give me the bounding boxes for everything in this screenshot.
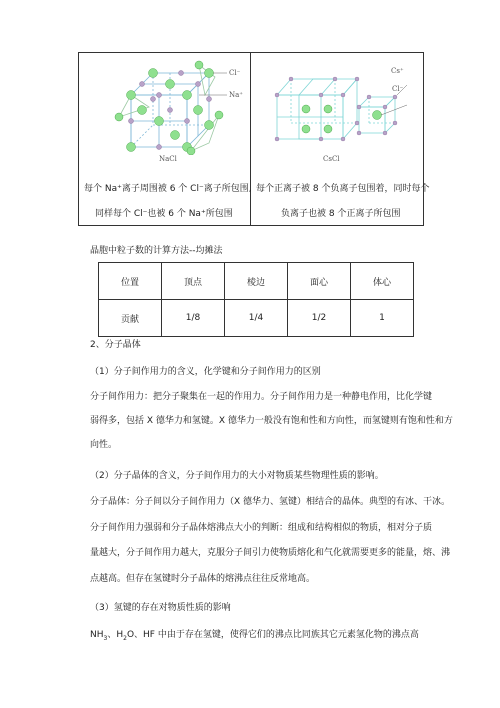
table-cell: 1/4 xyxy=(225,300,288,337)
table-header-cell: 位置 xyxy=(99,263,162,300)
formula-subscript: 3 xyxy=(103,634,108,642)
cscl-cs-label: Cs⁺ xyxy=(391,67,404,75)
nacl-cl-label: Cl⁻ xyxy=(229,69,241,77)
table-cell: 贡献 xyxy=(99,300,162,337)
table-row xyxy=(99,300,414,337)
cscl-cell xyxy=(251,53,430,225)
para2-heading: （2）分子晶体的含义，分子间作用力的大小对物质某些物理性质的影响。 xyxy=(90,471,384,481)
para4-heading: （3）氢键的存在对物质性质的影响 xyxy=(90,603,231,613)
cscl-name: CsCl xyxy=(323,155,340,163)
table-header-cell: 棱边 xyxy=(225,263,288,300)
para1-line-2: 弱得多，包括 X 德华力和氢键。X 德华力一般没有饱和性和方向性，而氢键则有饱和性和方 xyxy=(90,416,453,426)
para4-line xyxy=(90,629,419,645)
nacl-cell xyxy=(79,53,250,225)
table-cell: 1/2 xyxy=(288,300,351,337)
nacl-name: NaCl xyxy=(159,155,177,163)
para1-heading: （1）分子间作用力的含义，化学键和分子间作用力的区别 xyxy=(90,367,321,377)
table-header-cell: 顶点 xyxy=(162,263,225,300)
nacl-na-label: Na⁺ xyxy=(229,91,243,99)
cscl-caption-line1: 每个正离子被 8 个负离子包围着，同时每个 xyxy=(256,184,430,194)
nacl-caption-line1: 每个 Na⁺离子周围被 6 个 Cl⁻离子所包围, xyxy=(84,184,252,194)
formula-subscript: 2 xyxy=(123,634,127,642)
contribution-table xyxy=(98,262,414,337)
para1-line-1: 分子间作用力：把分子聚集在一起的作用力。分子间作用力是一种静电作用，比化学键 xyxy=(90,392,433,402)
section-title: 2、分子晶体 xyxy=(90,340,141,350)
crystal-structure-table xyxy=(78,52,430,226)
formula-separator: 、H xyxy=(107,630,124,640)
para2-line: 分子晶体：分子间以分子间作用力（X 德华力、氢键）相结合的晶体。典型的有冰、干冰。 xyxy=(90,497,451,507)
table-header-cell: 体心 xyxy=(351,263,414,300)
para3-line-1: 分子间作用力强弱和分子晶体熔沸点大小的判断：组成和结构相似的物质，相对分子质 xyxy=(90,523,433,533)
para4-line-text: O、HF 中由于存在氢键，使得它们的沸点比同族其它元素氢化物的沸点高 xyxy=(126,630,419,640)
para3-line-2: 量越大，分子间作用力越大，克服分子间引力使物质熔化和气化就需要更多的能量，熔、沸 xyxy=(90,548,451,558)
table-cell: 1/8 xyxy=(162,300,225,337)
para3-line-3: 点越高。但存在氢键时分子晶体的熔沸点往往反常地高。 xyxy=(90,574,316,584)
table-header-cell: 面心 xyxy=(288,263,351,300)
para1-line-3: 向性。 xyxy=(90,440,118,450)
cscl-caption-line2: 负离子也被 8 个正离子所包围 xyxy=(281,209,401,219)
table-row xyxy=(99,263,414,300)
formula-nh: NH xyxy=(90,630,104,640)
table-cell: 1 xyxy=(351,300,414,337)
nacl-caption-line2: 同样每个 Cl⁻也被 6 个 Na⁺所包围 xyxy=(95,209,233,219)
nacl-lattice-figure xyxy=(79,55,250,155)
calc-method-title: 晶胞中粒子数的计算方法--均摊法 xyxy=(90,246,223,256)
cscl-cl-label: Cl⁻ xyxy=(392,85,404,93)
